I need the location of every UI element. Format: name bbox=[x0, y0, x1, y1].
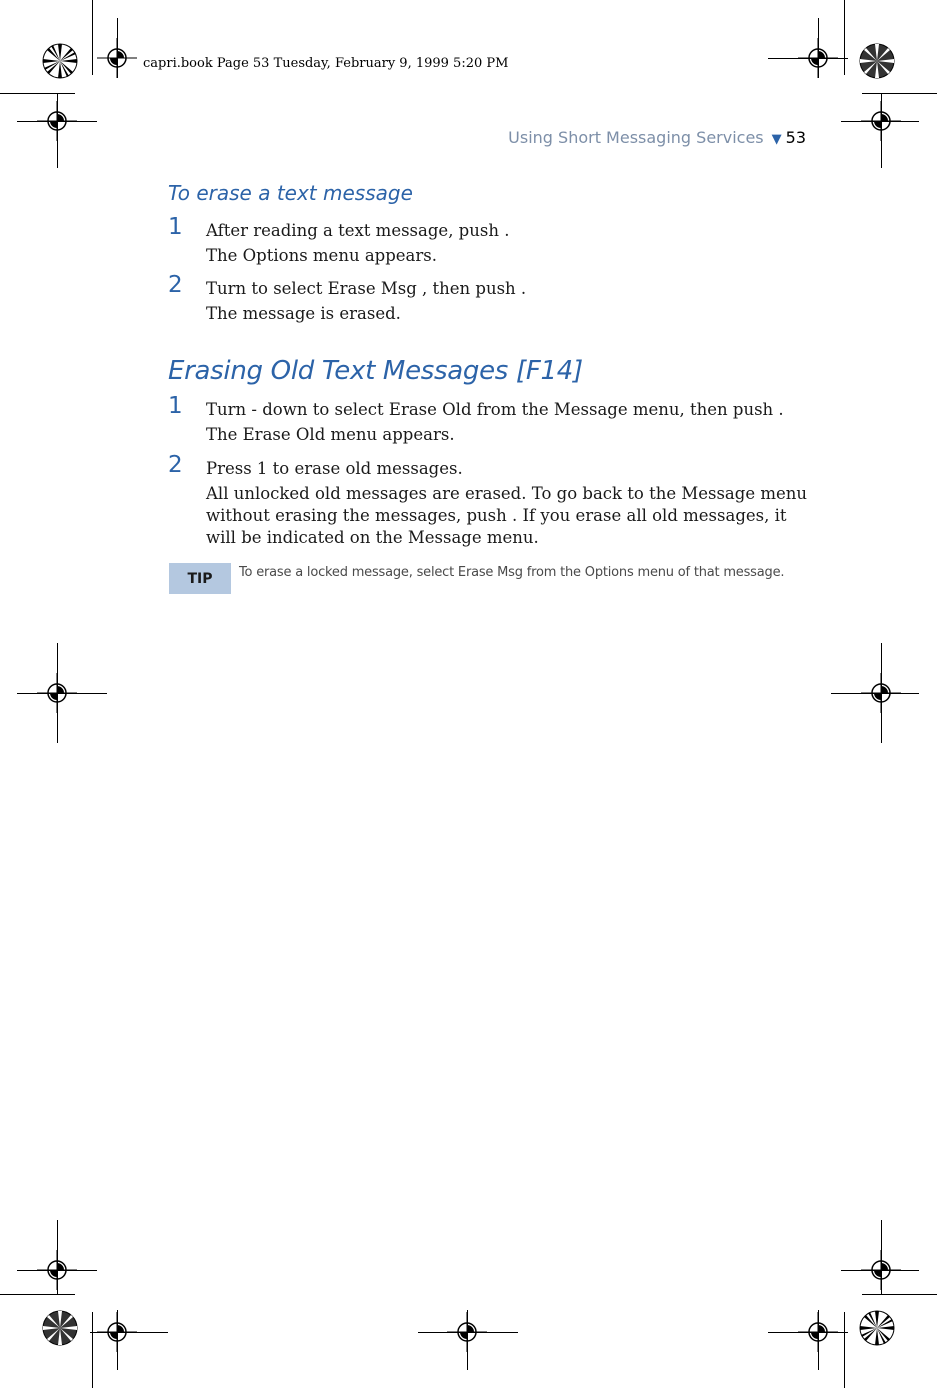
trim-line bbox=[844, 0, 845, 75]
trim-line bbox=[418, 1332, 518, 1333]
trim-line bbox=[881, 94, 882, 168]
step-result: The message is erased. bbox=[206, 304, 401, 323]
trim-line bbox=[0, 93, 75, 94]
page-number: 53 bbox=[785, 128, 806, 147]
trim-line bbox=[17, 1270, 97, 1271]
trim-line bbox=[841, 1270, 919, 1271]
trim-line bbox=[818, 18, 819, 78]
trim-line bbox=[768, 1332, 848, 1333]
trim-line bbox=[831, 693, 919, 694]
running-head-section: Using Short Messaging Services bbox=[508, 128, 764, 147]
trim-line bbox=[841, 121, 919, 122]
trim-line bbox=[881, 1220, 882, 1294]
step-result: The Options menu appears. bbox=[206, 246, 437, 265]
trim-line bbox=[0, 1294, 75, 1295]
step-number: 1 bbox=[168, 393, 183, 419]
star-target-icon bbox=[42, 43, 78, 79]
star-target-icon bbox=[42, 1310, 78, 1346]
step-number: 1 bbox=[168, 214, 183, 240]
trim-line bbox=[57, 1220, 58, 1294]
section-heading: Erasing Old Text Messages [F14] bbox=[168, 356, 583, 386]
subsection-heading: To erase a text message bbox=[168, 181, 413, 205]
trim-line bbox=[844, 1312, 845, 1388]
tip-label: TIP bbox=[169, 563, 231, 594]
trim-line bbox=[117, 18, 118, 78]
step-result: The Erase Old menu appears. bbox=[206, 425, 455, 444]
trim-line bbox=[768, 58, 848, 59]
trim-line bbox=[17, 121, 97, 122]
trim-line bbox=[90, 1332, 168, 1333]
trim-line bbox=[92, 0, 93, 75]
trim-line bbox=[862, 1294, 937, 1295]
trim-line bbox=[818, 1310, 819, 1370]
running-head bbox=[0, 128, 806, 147]
step-result: All unlocked old messages are erased. To go back to the Message menu without erasing the messages, push . If you erase all old messages, it will be indicated on the Message menu. bbox=[206, 484, 808, 547]
trim-line bbox=[117, 1310, 118, 1370]
tip-text: To erase a locked message, select Erase Msg from the Options menu of that message. bbox=[239, 565, 785, 580]
trim-line bbox=[92, 1312, 93, 1388]
step-instruction: Turn to select Erase Msg , then push . bbox=[206, 279, 527, 298]
print-slug: capri.book Page 53 Tuesday, February 9, 1999 5:20 PM bbox=[143, 56, 509, 71]
star-target-icon bbox=[859, 1310, 895, 1346]
trim-line bbox=[862, 93, 937, 94]
step-number: 2 bbox=[168, 452, 183, 478]
trim-line bbox=[467, 1310, 468, 1370]
down-triangle-icon: ▼ bbox=[771, 132, 782, 147]
step-instruction: Turn - down to select Erase Old from the Message menu, then push . bbox=[206, 400, 784, 419]
step-number: 2 bbox=[168, 272, 183, 298]
step-instruction: Press 1 to erase old messages. bbox=[206, 459, 463, 478]
trim-line bbox=[17, 693, 107, 694]
step-instruction: After reading a text message, push . bbox=[206, 221, 510, 240]
star-target-icon bbox=[859, 43, 895, 79]
